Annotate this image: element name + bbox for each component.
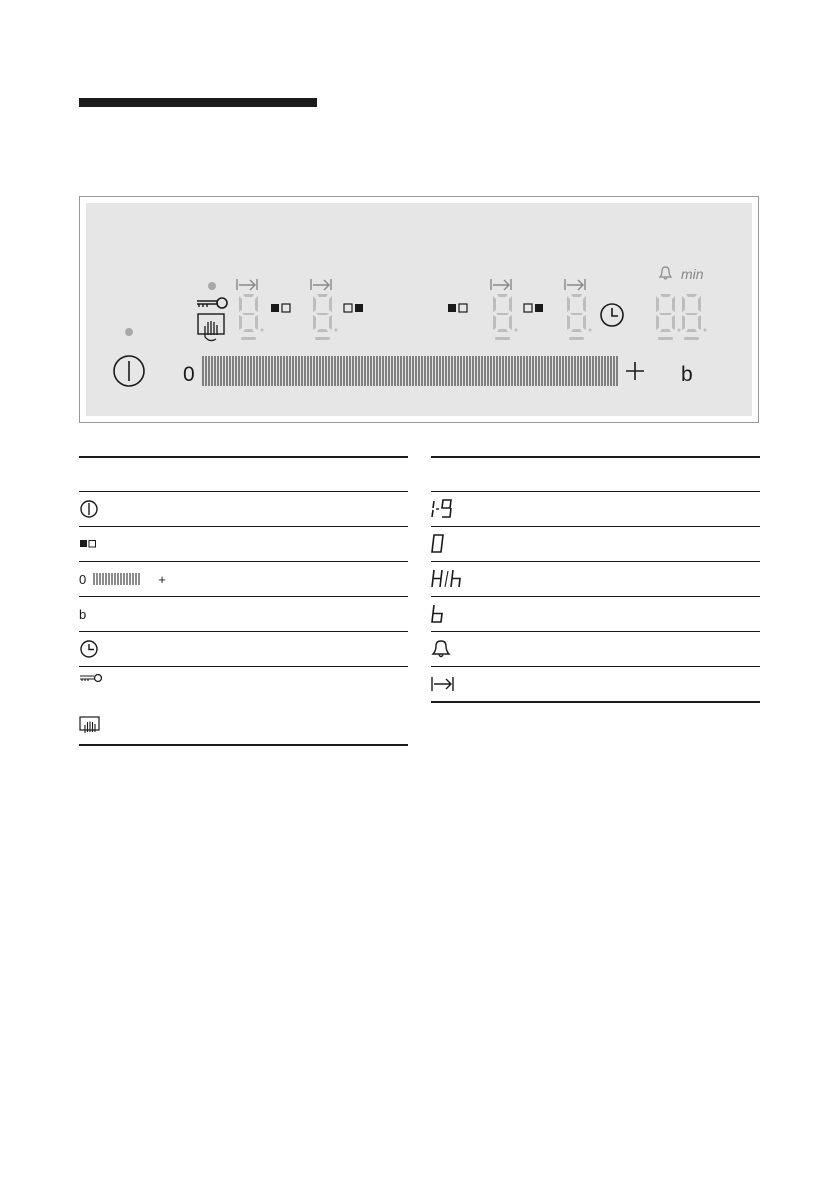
zone-1-digit	[239, 294, 264, 340]
table-header	[79, 456, 408, 491]
zone-4-select[interactable]	[524, 304, 543, 312]
timer-digit-2	[682, 294, 707, 340]
timer-digit-1	[656, 294, 681, 340]
table-row	[431, 526, 760, 561]
table-row	[79, 666, 408, 706]
zone-select-icon	[565, 279, 585, 290]
zone-4-digit	[567, 294, 592, 340]
zone-1-left-select[interactable]	[271, 304, 290, 312]
slider-icon	[92, 572, 148, 586]
key-icon[interactable]	[197, 298, 227, 308]
zone-select-icon	[79, 538, 99, 550]
power-icon[interactable]	[114, 356, 144, 386]
control-panel-surface	[86, 203, 752, 416]
hand-wipe-icon	[79, 716, 101, 734]
table-row	[79, 561, 408, 596]
zone-select-icon	[431, 676, 455, 692]
table-row	[431, 631, 760, 666]
zone-2-digit	[313, 294, 338, 340]
table-footer-rule	[79, 744, 408, 746]
legend-table-left	[79, 456, 408, 746]
control-panel-illustration	[79, 196, 759, 423]
zone-3-select[interactable]	[448, 304, 467, 312]
b-button[interactable]: b	[681, 363, 693, 386]
seven-seg-0	[431, 534, 445, 554]
clock-icon	[79, 639, 99, 659]
zone-select-icon	[491, 279, 511, 290]
legend-table-right	[431, 456, 760, 703]
b-icon: b	[79, 606, 87, 622]
seven-seg-1-9	[431, 499, 455, 519]
slider-plus-text: +	[158, 571, 166, 587]
section-title-bar	[79, 98, 317, 107]
zone-select-icon	[237, 279, 257, 290]
bell-icon	[660, 267, 671, 279]
table-row	[431, 666, 760, 701]
power-indicator-dot	[125, 328, 133, 336]
table-footer-rule	[431, 701, 760, 703]
slider-zero-text: 0	[79, 571, 87, 587]
table-row	[79, 596, 408, 631]
timer-min-label: min	[681, 266, 704, 282]
power-slider[interactable]	[203, 356, 617, 386]
seven-seg-b	[431, 604, 445, 624]
lock-indicator-dot	[208, 282, 216, 290]
bell-icon	[431, 640, 451, 658]
slider-plus-icon[interactable]	[626, 362, 644, 380]
zone-select-icon	[311, 279, 331, 290]
table-row	[79, 526, 408, 561]
table-row	[79, 491, 408, 526]
clock-icon[interactable]	[601, 304, 623, 326]
table-header	[431, 456, 760, 491]
slider-zero-label[interactable]: 0	[183, 363, 195, 386]
power-icon	[79, 499, 99, 519]
zone-2-select[interactable]	[344, 304, 363, 312]
table-row	[79, 706, 408, 744]
table-row	[79, 631, 408, 666]
zone-3-digit	[493, 294, 518, 340]
table-row	[431, 596, 760, 631]
hand-wipe-icon[interactable]	[198, 314, 224, 341]
control-panel-drawing	[86, 203, 752, 416]
table-row	[431, 491, 760, 526]
key-icon	[79, 672, 103, 684]
table-row	[431, 561, 760, 596]
seven-seg-H-h	[431, 569, 467, 589]
